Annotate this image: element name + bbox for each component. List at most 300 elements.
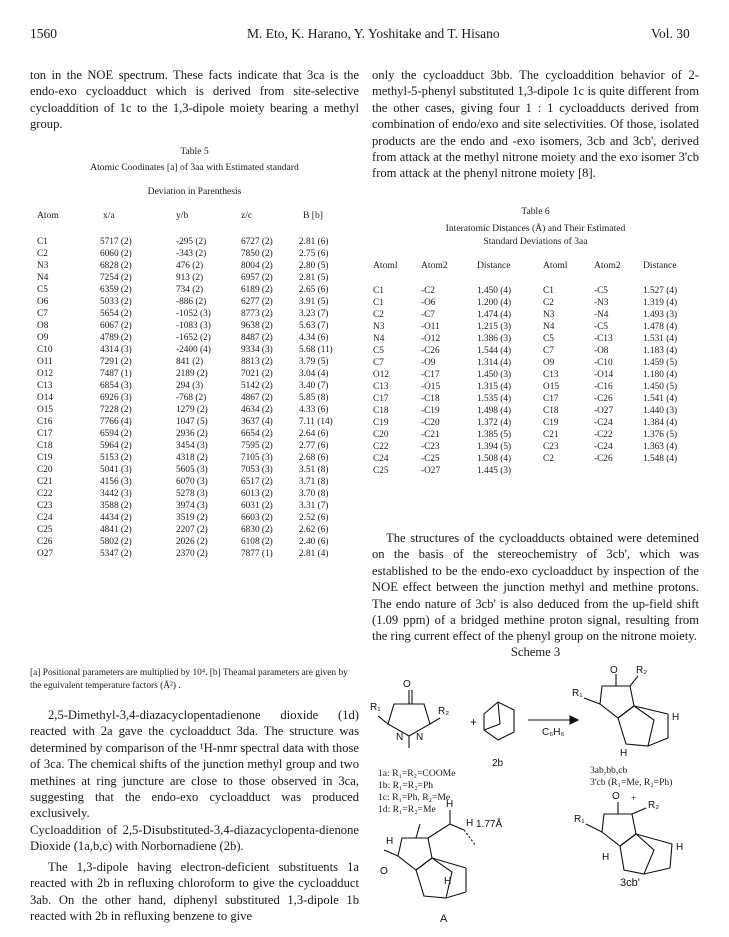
plus-sign-1: + (470, 715, 478, 729)
table5-cell: C2 (37, 249, 48, 259)
table5-cell: C19 (37, 453, 53, 463)
table5-cell: 5654 (2) (100, 309, 132, 319)
table5-cell: 3.31 (7) (299, 501, 329, 511)
table5-cell: 6594 (2) (100, 429, 132, 439)
table6-cell: -C24 (594, 418, 613, 428)
table6-cell: -C10 (594, 358, 613, 368)
table6-cell: C23 (543, 442, 559, 452)
table6-cell: 1.508 (4) (477, 454, 512, 464)
table5-cell: 7291 (2) (100, 357, 132, 367)
table5-cell: 6926 (3) (100, 393, 132, 403)
table5-cell: 4.33 (6) (299, 405, 329, 415)
a-h2: H (446, 799, 454, 810)
table5-cell: 3442 (3) (100, 489, 132, 499)
table5-col-b: B [b] (303, 210, 323, 221)
table6-cell: N4 (543, 322, 555, 332)
table5-cell: 7.11 (14) (299, 417, 333, 427)
table6-cell: 1.535 (4) (477, 394, 512, 404)
product-h1: H (672, 712, 680, 723)
table5-cell: N4 (37, 273, 49, 283)
table6-cell: 1.319 (4) (643, 298, 678, 308)
dipole-r1: R₁ (370, 702, 381, 713)
table6-cell: O12 (373, 370, 390, 380)
product-label-1: 3ab,bb,cb (590, 765, 628, 776)
table5-cell: 2.65 (6) (299, 285, 329, 295)
table6-cell: 1.385 (5) (477, 430, 512, 440)
table5-cell: 5041 (3) (100, 465, 132, 475)
table6-cell: 1.450 (4) (477, 286, 512, 296)
table5-cell: -886 (2) (176, 297, 207, 307)
table6-cell: -C13 (594, 334, 613, 344)
dipole-r2: R₂ (438, 706, 450, 717)
table5-cell: 7850 (2) (241, 249, 273, 259)
table6-cell: C18 (373, 406, 389, 416)
table5-cell: C16 (37, 417, 53, 427)
cb-r2: R₂ (648, 800, 660, 811)
table6-cell: C7 (373, 358, 384, 368)
table6-cell: N3 (543, 310, 555, 320)
scheme-title: Scheme 3 (510, 645, 561, 659)
dipole-1c: 1c: R₁=Ph, R₂=Me (378, 792, 451, 803)
table6-cell: 1.384 (4) (643, 418, 678, 428)
table5-cell: 6854 (3) (100, 381, 132, 391)
table5-cell: 7021 (2) (241, 369, 273, 379)
table5-cell: -1083 (3) (176, 321, 211, 331)
right-paragraph-2: The structures of the cycloadducts obtained were detemined on the basis of the stereochemistry of 3cb', which was established to be the endo-exo cycloadduct by inspection of the NOE effect between the junction methyl and methine protons. The endo nature of 3cb' is also deduced from the up-field shift (1.09 ppm) of a bridged methine proton signal, resulting from the ring current effect of the phenyl group on the nitrone moiety. (372, 531, 699, 644)
table6-cell: -C22 (594, 430, 613, 440)
a-h1: H (386, 836, 394, 847)
table5-cell: C26 (37, 537, 53, 547)
table6-col-distance: Distance (477, 260, 511, 271)
table5-cell: 294 (3) (176, 381, 204, 391)
table6-cell: -C17 (421, 370, 440, 380)
table5-cell: 6013 (2) (241, 489, 273, 499)
table6-cell: C1 (373, 298, 384, 308)
table6-cell: 1.548 (4) (643, 454, 678, 464)
table6-cell: O15 (543, 382, 560, 392)
table6-cell: C21 (543, 430, 559, 440)
table5-cell: -768 (2) (176, 393, 207, 403)
table6-cell: C22 (373, 442, 389, 452)
table6-cell: 1.180 (4) (643, 370, 678, 380)
table5-cell: 6727 (2) (241, 237, 273, 247)
dipole-list (378, 768, 455, 816)
table5-cell: 4634 (2) (241, 405, 273, 415)
section-heading: Cycloaddition of 2,5-Disubstituted-3,4-diazacyclopenta-dienone Dioxide (1a,b,c) with Norbornadiene (2b). (30, 823, 359, 854)
product-r2: R₂ (636, 665, 648, 676)
table6-row (0, 393, 729, 405)
table5-cell: -1052 (3) (176, 309, 211, 319)
right-paragraph-1: only the cycloadduct 3bb. The cycloaddition behavior of 2-methyl-5-phenyl substituted 1,3-dipole 1c is quite different from the other cases, giving four 1 : 1 cycloadducts derived from combination of endo/exo and site selectivities. Of those, isolated products are the endo and -exo isomers, 3cb and 3cb', derived from attack at the methyl nitrone moiety and the exo isomer 3'cb from attack at the phenyl nitrone moiety [8]. (372, 68, 699, 181)
table5-col-x: x/a (103, 210, 115, 221)
table6-col-atom1b: Atoml (543, 260, 568, 271)
table6-cell: -O12 (421, 334, 441, 344)
table6-cell: C18 (543, 406, 559, 416)
table6-row (0, 333, 729, 345)
table6-cell: -C18 (421, 394, 440, 404)
table5-row (0, 500, 360, 512)
table5-cell: 4789 (2) (100, 333, 132, 343)
table6-cell: C1 (543, 286, 554, 296)
table5-cell: 5142 (2) (241, 381, 273, 391)
table5-cell: 5.68 (11) (299, 345, 333, 355)
table5-cell: 5.63 (7) (299, 321, 329, 331)
table5-cell: 3.51 (8) (299, 465, 329, 475)
table6-row (0, 345, 729, 357)
table5-row (0, 536, 360, 548)
table5-cell: 4.34 (6) (299, 333, 329, 343)
table6-cell: -C25 (421, 454, 440, 464)
table5-row (0, 524, 360, 536)
table5-cell: 5153 (2) (100, 453, 132, 463)
table5-cell: 1047 (5) (176, 417, 208, 427)
table6-cell: 1.459 (5) (643, 358, 678, 368)
table5-cell: 2.80 (5) (299, 261, 329, 271)
table5-cell: 3.79 (5) (299, 357, 329, 367)
table5-cell: 5347 (2) (100, 549, 132, 559)
cb-h1: H (676, 842, 684, 853)
table6-cell: -C19 (421, 406, 440, 416)
table5-cell: C17 (37, 429, 53, 439)
table5-cell: 5033 (2) (100, 297, 132, 307)
table5-cell: 6517 (2) (241, 477, 273, 487)
table5-cell: 2.81 (4) (299, 549, 329, 559)
a-h3: H (466, 818, 474, 829)
table5-cell: 4156 (3) (100, 477, 132, 487)
structure-3cb-prime (574, 791, 683, 874)
table6-row (0, 357, 729, 369)
table5-cell: 7877 (1) (241, 549, 273, 559)
dipole-o: O (403, 679, 411, 690)
cb-h2: H (602, 852, 610, 863)
table5-cell: C25 (37, 525, 53, 535)
table6-subtitle: Standard Deviations of 3aa (483, 236, 588, 247)
table5-cell: 2370 (2) (176, 549, 208, 559)
table5-cell: C18 (37, 441, 53, 451)
table6-cell: C19 (373, 418, 389, 428)
table5-cell: 2936 (2) (176, 429, 208, 439)
table5-cell: 3637 (4) (241, 417, 273, 427)
table6-row (0, 381, 729, 393)
table5-cell: 8004 (2) (241, 261, 273, 271)
table5-col-z: z/c (241, 210, 253, 221)
table5-cell: O15 (37, 405, 54, 415)
table6-cell: C7 (543, 346, 554, 356)
table6-row (0, 297, 729, 309)
table5-cell: 6060 (2) (100, 249, 132, 259)
table5-cell: 2189 (2) (176, 369, 208, 379)
table5-footnote: [a] Positional parameters are multiplied by 10⁴. [b] Theamal parameters are given by the eguivalent temperature factors (Å²) . (30, 668, 348, 691)
cb-o: O (612, 791, 620, 802)
table6-cell: 1.527 (4) (643, 286, 678, 296)
dipole-n2: N (416, 732, 424, 743)
table5-cell: 2.75 (6) (299, 249, 329, 259)
distance-label: 1.77Å (476, 819, 503, 830)
table5-header (0, 210, 360, 224)
table6-cell: -C21 (421, 430, 440, 440)
table5-cell: -2400 (4) (176, 345, 211, 355)
table5-cell: 7595 (2) (241, 441, 273, 451)
norbornadiene-structure (484, 702, 514, 740)
table6-cell: -N3 (594, 298, 609, 308)
table6-row (0, 417, 729, 429)
table5-cell: O11 (37, 357, 53, 367)
table6-cell: -C2 (421, 286, 435, 296)
table5-cell: 3974 (3) (176, 501, 208, 511)
table6-cell: C1 (373, 286, 384, 296)
table6-cell: -C24 (594, 442, 613, 452)
table5-cell: 2.64 (6) (299, 429, 329, 439)
table5-cell: 6957 (2) (241, 273, 273, 283)
table6-cell: -O11 (421, 322, 440, 332)
table6-cell: -C26 (594, 394, 613, 404)
table5-title: Atomic Coodinates [a] of 3aa with Estimated standard (90, 162, 299, 173)
table5-cell: 3.04 (4) (299, 369, 329, 379)
table5-cell: O14 (37, 393, 54, 403)
table5-cell: C24 (37, 513, 53, 523)
table6-cell: C25 (373, 466, 389, 476)
table6-cell: 1.498 (4) (477, 406, 512, 416)
table6-cell: O9 (543, 358, 555, 368)
table6-title: Interatomic Distances (Å) and Their Estimated (445, 223, 626, 234)
table5-cell: 6828 (2) (100, 261, 132, 271)
table6-row (0, 465, 729, 477)
table6-cell: C24 (373, 454, 389, 464)
a-h4: H (444, 876, 452, 887)
table6-cell: -C5 (594, 286, 608, 296)
table5-cell: 3.91 (5) (299, 297, 329, 307)
running-authors: M. Eto, K. Harano, Y. Yoshitake and T. Hisano (247, 26, 500, 41)
label-a: A (440, 913, 448, 925)
table5-cell: 5278 (3) (176, 489, 208, 499)
table5-cell: 2.52 (6) (299, 513, 329, 523)
table5-col-atom: Atom (37, 210, 59, 221)
table6-cell: -C26 (594, 454, 613, 464)
table6-row (0, 321, 729, 333)
table5-cell: 9638 (2) (241, 321, 273, 331)
left-paragraph-2: 2,5-Dimethyl-3,4-diazacyclopentadienone dioxide (1d) reacted with 2a gave the cycloadduct 3da. The structure was determined by comparison of the ¹H-nmr spectral data with those of 3ca. The chemical shifts of the junction methyl group and two methines at ring juncture are close to those observed in 3ca, suggesting that the endo-exo cycloadduct was produced exclusively. (30, 708, 359, 821)
table6-cell: 1.450 (5) (643, 382, 678, 392)
dipole-1b: 1b: R₁=R₂=Ph (378, 780, 434, 791)
table5-cell: 2207 (2) (176, 525, 208, 535)
table5-cell: C13 (37, 381, 53, 391)
table6-cell: -O8 (594, 346, 609, 356)
table6-cell: C5 (373, 346, 384, 356)
table5-cell: O27 (37, 549, 54, 559)
table5-subtitle: Deviation in Parenthesis (147, 186, 242, 197)
left-paragraph-3: The 1,3-dipole having electron-deficient substituents 1a reacted with 2b in refluxing chloroform to give the cycloadduct 3ab. On the other hand, diphenyl substituted 1,3-dipole 1b reacted with 2b in refluxing benzene to give (30, 860, 359, 924)
table5-cell: O6 (37, 297, 49, 307)
table6-cell: C20 (373, 430, 389, 440)
table5-cell: 2.81 (5) (299, 273, 329, 283)
table5-cell: 2.40 (6) (299, 537, 329, 547)
product-o: O (610, 665, 618, 676)
table5-cell: C21 (37, 477, 53, 487)
table5-col-y: y/b (176, 210, 189, 221)
table5-label: Table 5 (180, 146, 209, 157)
table5-cell: -295 (2) (176, 237, 207, 247)
table6-col-atom1: Atoml (373, 260, 398, 271)
table5-cell: 9334 (3) (241, 345, 273, 355)
table5-cell: 6654 (2) (241, 429, 273, 439)
table5-cell: 6070 (3) (176, 477, 208, 487)
table5-cell: 5964 (2) (100, 441, 132, 451)
table5-row (0, 512, 360, 524)
table5-cell: 4314 (3) (100, 345, 132, 355)
table5-cell: 7228 (2) (100, 405, 132, 415)
table5-cell: C5 (37, 285, 48, 295)
table6-row (0, 405, 729, 417)
table5-cell: 3.23 (7) (299, 309, 329, 319)
table6-row (0, 453, 729, 465)
table6-row (0, 285, 729, 297)
table5-cell: O8 (37, 321, 49, 331)
table6-cell: 1.376 (5) (643, 430, 678, 440)
left-top-paragraph: ton in the NOE spectrum. These facts indicate that 3ca is the endo-exo cycloadduct which is derived from site-selective cycloaddition of 1c to the 1,3-dipole moiety bearing a methyl group. (30, 68, 359, 132)
table6-row (0, 441, 729, 453)
table5-row (0, 488, 360, 500)
table5-cell: 3588 (2) (100, 501, 132, 511)
table5-cell: 2.81 (6) (299, 237, 329, 247)
table6-cell: C2 (543, 454, 554, 464)
table5-cell: 7105 (3) (241, 453, 273, 463)
table6-col-distanceb: Distance (643, 260, 677, 271)
dipole-structure (370, 679, 449, 748)
cb-r1: R₁ (574, 814, 585, 825)
table6-cell: C19 (543, 418, 559, 428)
table6-row (0, 429, 729, 441)
table5-cell: 476 (2) (176, 261, 204, 271)
table6-cell: -C23 (421, 442, 440, 452)
table5-cell: C1 (37, 237, 48, 247)
table5-cell: 6067 (2) (100, 321, 132, 331)
table5-cell: 7487 (1) (100, 369, 132, 379)
product-r1: R₁ (572, 688, 583, 699)
table6-cell: 1.215 (3) (477, 322, 512, 332)
table5-cell: 1279 (2) (176, 405, 208, 415)
table5-cell: -1652 (2) (176, 333, 211, 343)
table5-cell: 2.77 (6) (299, 441, 329, 451)
table5-cell: 6603 (2) (241, 513, 273, 523)
table5-cell: C23 (37, 501, 53, 511)
table6-cell: 1.544 (4) (477, 346, 512, 356)
table6-cell: -O6 (421, 298, 436, 308)
a-o: O (380, 866, 388, 877)
table6-cell: C2 (373, 310, 384, 320)
table5-cell: 8487 (2) (241, 333, 273, 343)
table5-cell: 4867 (2) (241, 393, 273, 403)
table6-cell: 1.314 (4) (477, 358, 512, 368)
table5-cell: 4841 (2) (100, 525, 132, 535)
table6-cell: C17 (543, 394, 559, 404)
table6-cell: 1.200 (4) (477, 298, 512, 308)
table5-cell: 841 (2) (176, 357, 204, 367)
table6-cell: -C7 (421, 310, 435, 320)
table5-cell: 6830 (2) (241, 525, 273, 535)
table5-cell: 4318 (2) (176, 453, 208, 463)
table6-cell: -O15 (421, 382, 441, 392)
table5-cell: 3519 (2) (176, 513, 208, 523)
table5-cell: 2.68 (6) (299, 453, 329, 463)
table6-cell: 1.394 (5) (477, 442, 512, 452)
table5-cell: C22 (37, 489, 53, 499)
table5-row (0, 476, 360, 488)
table5-cell: O9 (37, 333, 49, 343)
table6-cell: 1.541 (4) (643, 394, 678, 404)
table6-cell: N3 (373, 322, 385, 332)
table6-cell: -C5 (594, 322, 608, 332)
table5-cell: 7053 (3) (241, 465, 273, 475)
table5-row (0, 248, 360, 260)
table5-cell: 6189 (2) (241, 285, 273, 295)
table5-cell: C20 (37, 465, 53, 475)
product-3ab-structure (572, 665, 679, 759)
table6-cell: 1.474 (4) (477, 310, 512, 320)
table6-cell: 1.363 (4) (643, 442, 678, 452)
table6-cell: 1.445 (3) (477, 466, 512, 476)
table5-cell: 6031 (2) (241, 501, 273, 511)
volume-label: Vol. 30 (651, 26, 690, 41)
table5-cell: 5605 (3) (176, 465, 208, 475)
page-number: 1560 (30, 26, 57, 41)
product-label-2: 3'cb (R₁=Me, R₂=Ph) (590, 777, 673, 788)
table6-cell: 1.531 (4) (643, 334, 678, 344)
table5-cell: 5802 (2) (100, 537, 132, 547)
product-h2: H (620, 748, 628, 759)
table5-cell: 6277 (2) (241, 297, 273, 307)
table5-cell: 6359 (2) (100, 285, 132, 295)
table6-body (0, 285, 729, 477)
table6-col-atom2b: Atom2 (594, 260, 621, 271)
table5-cell: 7254 (2) (100, 273, 132, 283)
table5-cell: 8773 (2) (241, 309, 273, 319)
table6-cell: -C16 (594, 382, 613, 392)
table6-cell: N4 (373, 334, 385, 344)
table6-cell: 1.386 (3) (477, 334, 512, 344)
table6-col-atom2: Atom2 (421, 260, 448, 271)
dipole-1a: 1a: R₁=R₂=COOMe (378, 768, 456, 779)
table5-cell: O12 (37, 369, 54, 379)
table5-cell: 734 (2) (176, 285, 204, 295)
table5-cell: 4434 (2) (100, 513, 132, 523)
table6-cell: 1.493 (3) (643, 310, 678, 320)
table6-cell: 1.183 (4) (643, 346, 678, 356)
table6-header (0, 260, 729, 274)
table6-cell: -O27 (594, 406, 614, 416)
table6-cell: C17 (373, 394, 389, 404)
plus-sign-2: + (631, 793, 637, 804)
table5-cell: 3.71 (8) (299, 477, 329, 487)
label-3cb-prime: 3cb' (620, 877, 640, 889)
table6-cell: -C26 (421, 346, 440, 356)
table6-cell: C5 (543, 334, 554, 344)
table6-row (0, 309, 729, 321)
table5-cell: 3.70 (8) (299, 489, 329, 499)
table6-cell: 1.372 (4) (477, 418, 512, 428)
reagent-label: C₆H₆ (542, 727, 565, 738)
dipole-1d: 1d: R₁=R₂=Me (378, 804, 436, 815)
table5-cell: 2026 (2) (176, 537, 208, 547)
table6-label: Table 6 (521, 206, 550, 217)
table6-cell: -N4 (594, 310, 609, 320)
table6-cell: C13 (373, 382, 389, 392)
table6-cell: C2 (543, 298, 554, 308)
table6-cell: -O14 (594, 370, 614, 380)
table5-cell: 913 (2) (176, 273, 204, 283)
table5-cell: N3 (37, 261, 49, 271)
table6-cell: 1.450 (3) (477, 370, 512, 380)
table6-cell: 1.478 (4) (643, 322, 678, 332)
